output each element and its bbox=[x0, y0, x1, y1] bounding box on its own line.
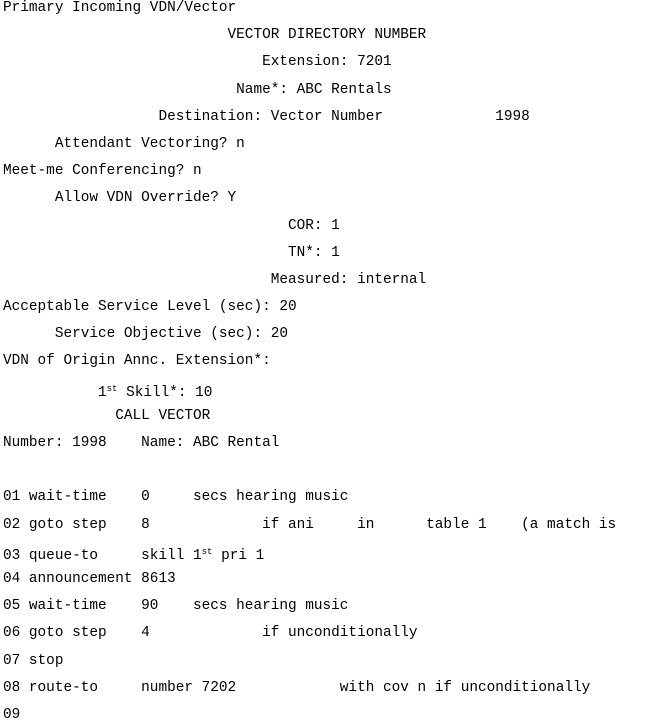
vdn-vector-heading bbox=[3, 0, 616, 22]
text-segment: COR: 1 bbox=[3, 217, 340, 234]
vector-step-07 bbox=[3, 648, 616, 675]
field-destination bbox=[3, 104, 616, 131]
text-segment: 04 announcement 8613 bbox=[3, 570, 176, 587]
vector-step-03 bbox=[3, 539, 616, 566]
field-service-objective bbox=[3, 321, 616, 348]
superscript-text: st bbox=[106, 383, 118, 394]
field-1st-skill bbox=[3, 376, 616, 403]
field-measured bbox=[3, 267, 616, 294]
text-segment: Skill*: 10 bbox=[117, 384, 213, 401]
text-segment: Number: 1998 Name: ABC Rental bbox=[3, 435, 280, 451]
form-title-call-vector bbox=[3, 403, 616, 430]
text-segment: VDN of Origin Annc. Extension*: bbox=[3, 353, 271, 370]
field-vector-number-name bbox=[3, 430, 616, 457]
vector-step-02 bbox=[3, 512, 616, 539]
terminal-screen bbox=[3, 0, 616, 728]
superscript-text: st bbox=[201, 546, 213, 557]
text-segment: 05 wait-time 90 secs hearing music bbox=[3, 598, 349, 615]
text-segment: 03 queue-to skill 1 bbox=[3, 547, 202, 564]
text-segment: TN*: 1 bbox=[3, 244, 340, 261]
text-segment: Acceptable Service Level (sec): 20 bbox=[3, 299, 297, 316]
text-segment: Extension: 7201 bbox=[3, 54, 392, 71]
vector-step-01 bbox=[3, 484, 616, 511]
text-segment: Attendant Vectoring? n bbox=[3, 135, 245, 152]
vector-step-05 bbox=[3, 593, 616, 620]
vector-step-06 bbox=[3, 620, 616, 647]
field-vdn-origin-annc-extension bbox=[3, 348, 616, 375]
text-segment: Allow VDN Override? Y bbox=[3, 190, 237, 207]
vector-step-04 bbox=[3, 566, 616, 593]
vector-step-09 bbox=[3, 702, 616, 728]
text-segment: 02 goto step 8 if ani in table 1 (a match is bbox=[3, 516, 617, 533]
field-name bbox=[3, 77, 616, 104]
field-tn bbox=[3, 240, 616, 267]
field-attendant-vectoring bbox=[3, 131, 616, 158]
text-segment: 01 wait-time 0 secs hearing music bbox=[3, 489, 349, 506]
text-segment: Destination: Vector Number 1998 bbox=[3, 108, 530, 125]
text-segment: 09 bbox=[3, 706, 21, 723]
text-segment: Meet-me Conferencing? n bbox=[3, 163, 202, 180]
field-cor bbox=[3, 213, 616, 240]
text-segment: Name*: ABC Rentals bbox=[3, 81, 392, 98]
field-extension bbox=[3, 49, 616, 76]
text-segment: Measured: internal bbox=[3, 271, 427, 288]
text-segment: VECTOR DIRECTORY NUMBER bbox=[3, 27, 427, 44]
text-segment: Service Objective (sec): 20 bbox=[3, 326, 288, 343]
vector-step-08 bbox=[3, 675, 616, 702]
form-title-vdn bbox=[3, 22, 616, 49]
blank-line bbox=[3, 457, 616, 484]
text-segment: CALL VECTOR bbox=[3, 407, 211, 424]
field-allow-vdn-override bbox=[3, 185, 616, 212]
text-segment: 08 route-to number 7202 with cov n if unconditionally bbox=[3, 679, 591, 696]
text-segment: pri 1 bbox=[212, 547, 265, 564]
text-segment: 07 stop bbox=[3, 652, 64, 669]
text-segment: 1 bbox=[3, 384, 107, 401]
text-segment: 06 goto step 4 if unconditionally bbox=[3, 625, 418, 642]
field-acceptable-service-level bbox=[3, 294, 616, 321]
text-segment: Primary Incoming VDN/Vector bbox=[3, 0, 237, 16]
field-meet-me-conferencing bbox=[3, 158, 616, 185]
